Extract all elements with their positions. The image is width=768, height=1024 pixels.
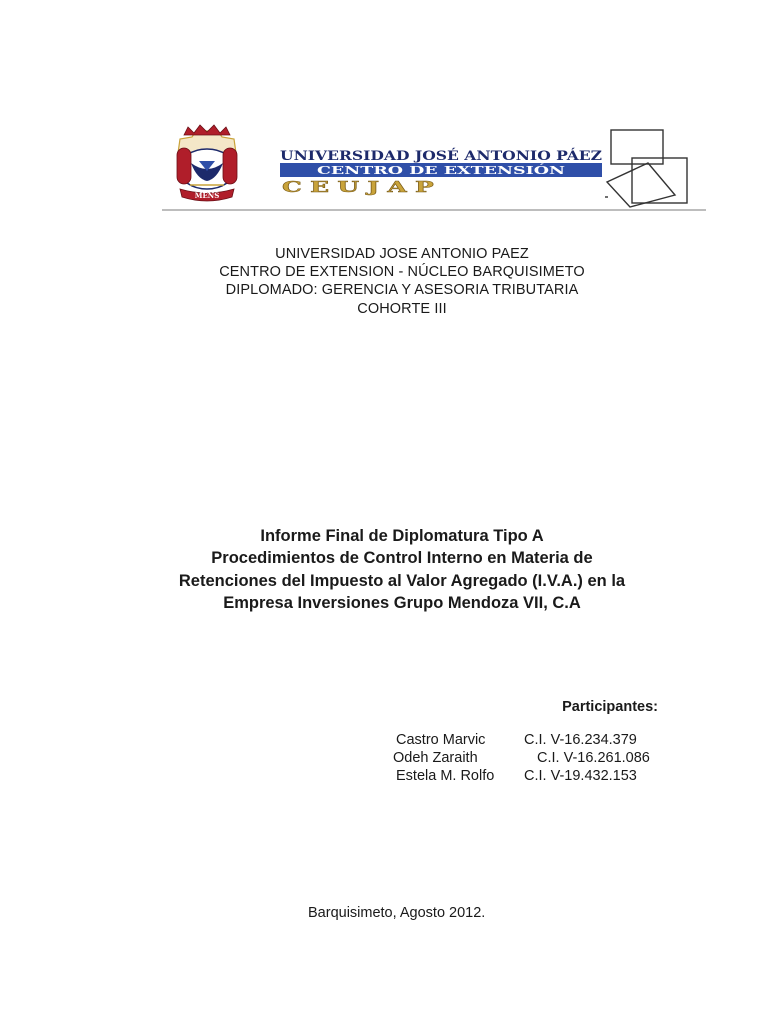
logo-university-name: UNIVERSIDAD JOSÉ ANTONIO PÁEZ	[280, 149, 550, 164]
participant-id: C.I. V-16.261.086	[537, 750, 650, 766]
logo-acronym: CEUJAP	[282, 178, 442, 196]
report-title	[0, 525, 768, 614]
institution-line: CENTRO DE EXTENSION - NÚCLEO BARQUISIMETO	[219, 264, 585, 281]
title-line: Informe Final de Diplomatura Tipo A	[260, 527, 544, 545]
title-line: Procedimientos de Control Interno en Materia de	[211, 549, 593, 568]
institution-line: DIPLOMADO: GERENCIA Y ASESORIA TRIBUTARIA	[225, 282, 579, 299]
institution-block	[0, 245, 768, 318]
participants-list	[0, 732, 768, 792]
participants-label: Participantes:	[562, 699, 658, 715]
overlapping-squares-graphic-icon	[605, 130, 687, 207]
place-and-date: Barquisimeto, Agosto 2012.	[308, 905, 486, 921]
institution-line: UNIVERSIDAD JOSE ANTONIO PAEZ	[275, 246, 529, 262]
title-line: Empresa Inversiones Grupo Mendoza VII, C.A	[223, 593, 581, 612]
participant-name: Estela M. Rolfo	[396, 768, 495, 784]
logo-center-name: CENTRO DE EXTENSIÓN	[317, 163, 566, 177]
participant-name: Odeh Zaraith	[393, 750, 478, 766]
university-seal-icon	[177, 125, 237, 201]
participant-id: C.I. V-19.432.153	[524, 768, 637, 784]
title-line: Retenciones del Impuesto al Valor Agregado (I.V.A.) en la	[178, 571, 626, 590]
institution-line: COHORTE III	[357, 300, 447, 317]
participant-id: C.I. V-16.234.379	[524, 732, 637, 748]
seal-motto: MENS	[194, 191, 220, 200]
institution-logo-banner	[160, 117, 708, 213]
ceujap-logo	[160, 117, 708, 213]
participant-name: Castro Marvic	[396, 732, 486, 748]
